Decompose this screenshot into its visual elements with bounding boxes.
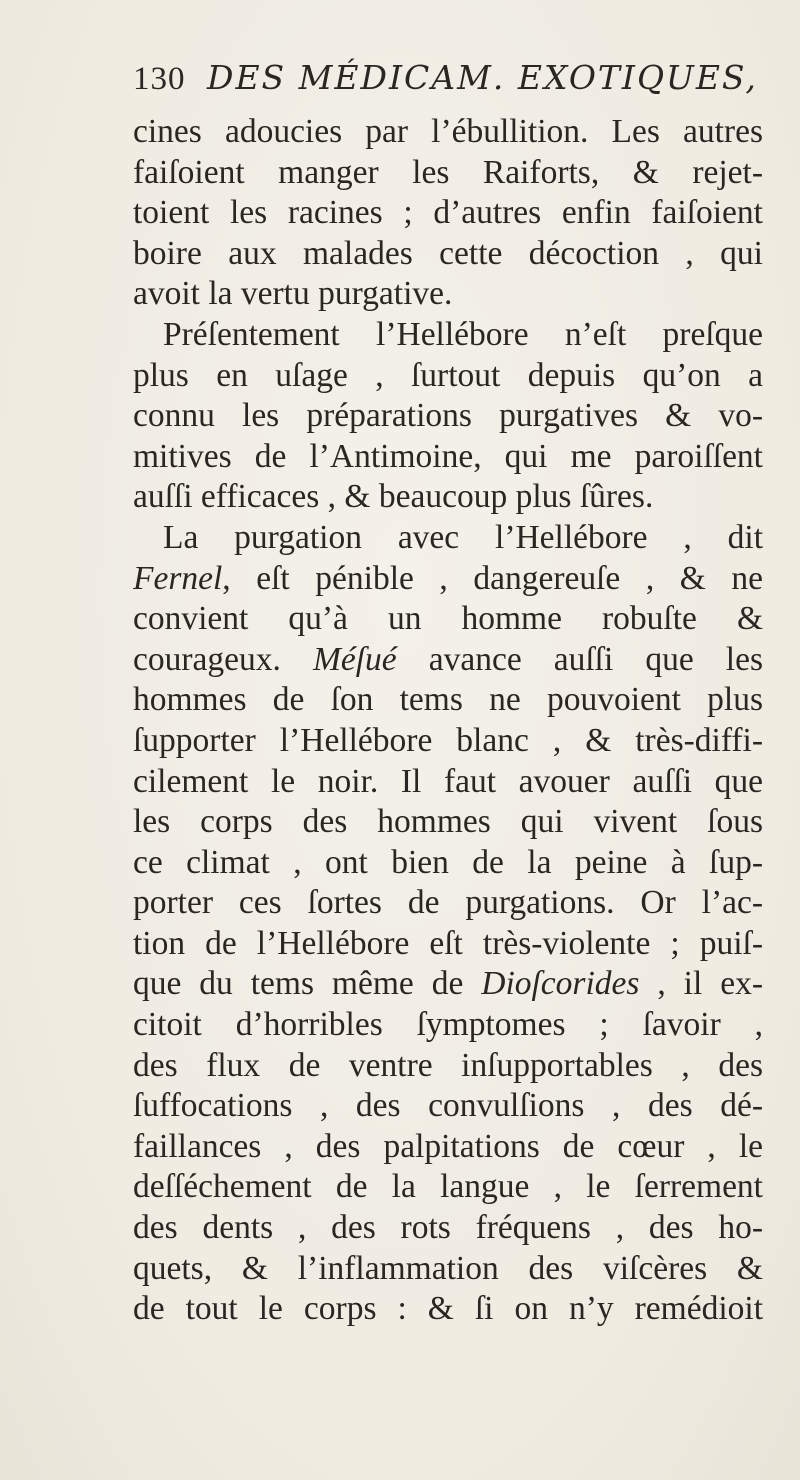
text-line: des dents , des rots fréquens , des ho- [133,1209,763,1247]
text-line: les corps des hommes qui vivent ſous [133,803,763,841]
text-line [133,559,763,600]
text-segment: courageux. [133,640,313,678]
text-line: ſupporter l’Hellébore blanc , & très-diffi- [133,721,763,759]
text-line: des flux de ventre inſupportables , des [133,1046,763,1084]
text-line: quets, & l’inflammation des viſcères & [133,1249,763,1287]
text-line: toient les racines ; d’autres enfin faiſoient [133,194,763,232]
page-header [133,58,758,98]
text-segment: avance auſſi que les [396,640,763,678]
running-title: DES MÉDICAM. EXOTIQUES, [207,58,758,97]
text-line: hommes de ſon tems ne pouvoient plus [133,681,763,719]
text-line: citoit d’horribles ſymptomes ; ſavoir , [133,1006,763,1044]
author-name-mesue: Méſué [312,640,397,678]
body-text [133,112,763,1330]
text-line: porter ces ſortes de purgations. Or l’ac- [133,884,763,922]
text-line: boire aux malades cette décoction , qui [133,234,763,272]
author-name-fernel: Fernel [133,559,223,597]
text-line: auſſi efficaces , & beaucoup plus ſûres. [133,478,654,516]
text-segment: , eſt pénible , dangereuſe , & ne [222,559,763,597]
text-line [133,964,763,1005]
text-line: ſuffocations , des convulſions , des dé- [133,1087,763,1125]
text-line [133,640,763,681]
text-line: mitives de l’Antimoine, qui me paroiſſent [133,437,763,475]
text-line: cines adoucies par l’ébullition. Les autres [133,113,763,150]
text-line: de tout le corps : & ſi on n’y remédioit [133,1290,763,1328]
text-line: Préſentement l’Hellébore n’eſt preſque [163,315,763,353]
text-line: La purgation avec l’Hellébore , dit [163,518,763,556]
text-line: avoit la vertu purgative. [133,275,453,313]
text-line: connu les préparations purgatives & vo- [133,397,763,435]
page-number: 130 [133,61,186,97]
text-line: plus en uſage , ſurtout depuis qu’on a [133,356,763,394]
text-line: convient qu’à un homme robuſte & [133,600,763,638]
text-line: tion de l’Hellébore eſt très-violente ; puiſ- [133,924,763,962]
text-line: faillances , des palpitations de cœur , le [133,1127,763,1165]
text-segment: , il ex- [639,965,763,1003]
text-line: deſſéchement de la langue , le ſerrement [133,1168,763,1206]
text-line: ce climat , ont bien de la peine à ſup- [133,843,763,881]
text-line: faiſoient manger les Raiforts, & rejet- [133,153,763,191]
text-segment: que du tems même de [133,965,482,1003]
author-name-dioscorides: Dioſcorides [481,965,640,1003]
text-line: cilement le noir. Il faut avouer auſſi que [133,762,763,800]
